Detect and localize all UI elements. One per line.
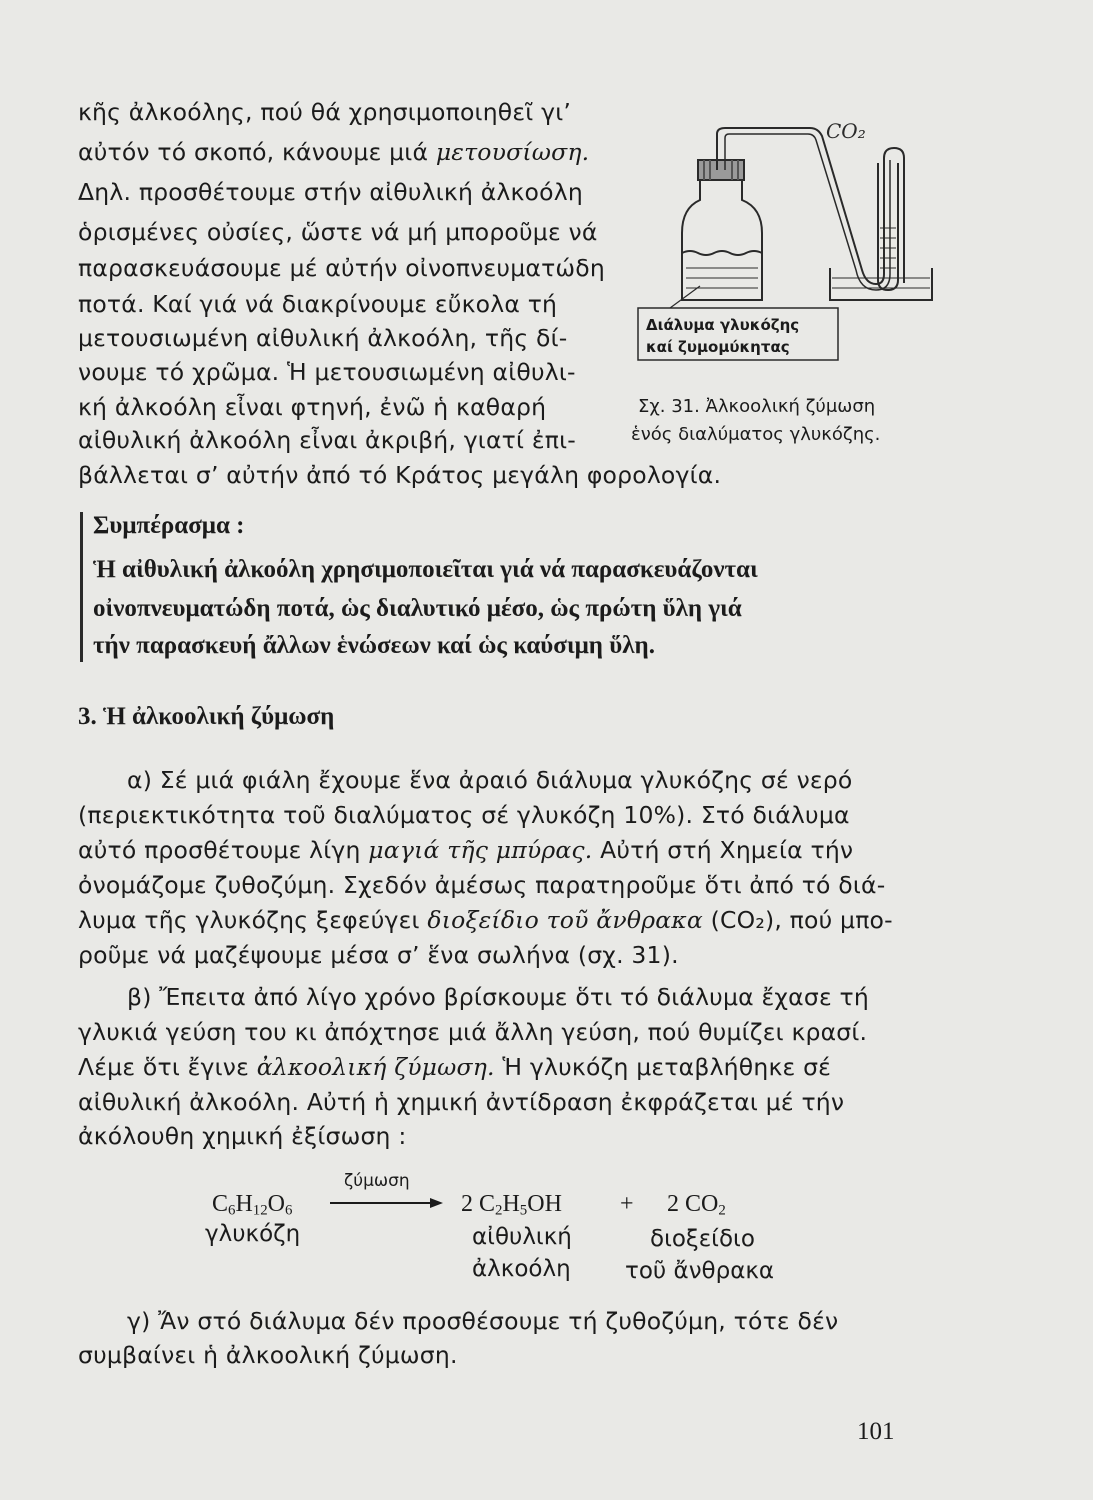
fermentation-apparatus-figure [630,108,940,368]
page-number: 101 [857,1418,895,1445]
intro-line-1: κῆς ἀλκοόλης, πού θά χρησιμοποιηθεῖ γι’ [78,98,572,126]
section-number: 3. [78,703,97,730]
equation-arrow-label: ζύμωση [344,1171,410,1191]
figure-caption-line-2: ἑνός διαλύματος γλυκόζης. [631,424,881,445]
co2-label: CO₂ [826,119,866,143]
figure-label-line-1: Διάλυμα γλυκόζης [646,316,800,334]
intro-line-11: βάλλεται σ’ αὐτήν ἀπό τό Κράτος μεγάλη φορολογία. [78,461,722,489]
water-trough [830,268,932,300]
equation-product-2-name-line-2: τοῦ ἄνθρακα [625,1258,775,1284]
intro-line-5: παρασκευάσουμε μέ αὐτήν οἰνοπνευματώδη [78,254,605,282]
intro-line-9: κή ἀλκοόλη εἶναι φτηνή, ἐνῶ ἡ καθαρή [78,393,547,421]
para-c-line-2: συμβαίνει ἡ ἀλκοολική ζύμωση. [78,1341,458,1369]
para-a-line-2: (περιεκτικότητα τοῦ διαλύματος σέ γλυκόζη 10%). Στό διάλυμα [78,801,850,829]
conclusion-title: Συμπέρασμα : [93,512,245,539]
para-b-line-4: αἰθυλική ἀλκοόλη. Αὐτή ἡ χημική ἀντίδραση ἐκφράζεται μέ τήν [78,1088,845,1116]
equation-plus: + [620,1191,634,1217]
equation-reactant-name: γλυκόζη [205,1221,301,1247]
conclusion-line-3: τήν παρασκευή ἄλλων ἑνώσεων καί ὡς καύσιμη ὕλη. [93,632,655,659]
section-title: Ἡ ἀλκοολική ζύμωση [103,703,335,730]
section-heading [78,703,334,731]
bottle-outline [682,173,762,300]
conclusion-line-2: οἰνοπνευματώδη ποτά, ὡς διαλυτικό μέσο, ὡς πρώτη ὕλη γιά [93,595,742,622]
equation-product-1: 2 $C_2H_5OH$ [461,1191,562,1219]
para-b-line-3 [78,1053,831,1081]
intro-line-2-text: αὐτόν τό σκοπό, κάνουμε μιά [78,138,436,166]
para-a-line-3 [78,836,853,864]
intro-line-10: αἰθυλική ἀλκοόλη εἶναι ἀκριβή, γιατί ἐπι- [78,426,576,454]
para-a-line-5-end: (CO₂), πού μπο- [702,906,893,934]
delivery-tube [717,128,904,284]
intro-line-4: ὁρισμένες οὐσίες, ὥστε νά μή μποροῦμε νά [78,218,598,246]
conclusion-box [80,512,983,662]
para-b-line-5: ἀκόλουθη χημική ἐξίσωση : [78,1122,407,1150]
para-a-line-6: ροῦμε νά μαζέψουμε μέσα σ’ ἕνα σωλήνα (σχ. 31). [78,941,679,969]
term-carbon-dioxide: διοξείδιο τοῦ ἄνθρακα [427,906,703,934]
intro-line-3: Δηλ. προσθέτουμε στήν αἰθυλική ἀλκοόλη [78,178,583,206]
para-a-line-3-start: αὐτό προσθέτουμε λίγη [78,836,369,864]
equation-product-2: 2 $CO_2$ [667,1191,726,1219]
para-a-line-5-start: λυμα τῆς γλυκόζης ξεφεύγει [78,906,428,934]
collecting-tube [878,163,898,290]
term-beer-yeast: μαγιά τῆς μπύρας. [368,836,593,864]
para-c-line-1: γ) Ἄν στό διάλυμα δέν προσθέσουμε τή ζυθοζύμη, τότε δέν [127,1307,839,1335]
reaction-arrow [330,1196,445,1210]
intro-line-2 [78,138,589,166]
para-a-line-1: α) Σέ μιά φιάλη ἔχουμε ἕνα ἀραιό διάλυμα γλυκόζης σέ νερό [127,766,853,794]
intro-line-6: ποτά. Καί γιά νά διακρίνουμε εὔκολα τή [78,290,558,318]
intro-line-8: νουμε τό χρῶμα. Ἡ μετουσιωμένη αἰθυλι- [78,358,576,386]
para-a-line-4: ὀνομάζομε ζυθοζύμη. Σχεδόν ἀμέσως παρατηροῦμε ὅτι ἀπό τό διά- [78,871,886,899]
equation-product-1-name-line-1: αἰθυλική [472,1224,572,1250]
equation-product-2-name-line-1: διοξείδιο [650,1226,755,1252]
term-metousiosi: μετουσίωση. [435,138,590,166]
para-a-line-3-end: Αὐτή στή Χημεία τήν [592,836,854,864]
equation-reactant: $C_6H_{12}O_6$ [212,1191,293,1219]
figure-label-line-2: καί ζυμομύκητας [646,338,790,356]
figure-caption-line-1: Σχ. 31. Ἀλκοολική ζύμωση [638,396,876,417]
conclusion-line-1: Ἡ αἰθυλική ἀλκοόλη χρησιμοποιεῖται γιά νά παρασκευάζονται [93,556,758,583]
term-alcoholic-fermentation: ἀλκοολική ζύμωση. [256,1053,495,1081]
para-b-line-2: γλυκιά γεύση του κι ἀπόχτησε μιά ἄλλη γεύση, πού θυμίζει κρασί. [78,1018,868,1046]
para-a-line-5 [78,906,893,934]
para-b-line-3-start: Λέμε ὅτι ἔγινε [78,1053,257,1081]
equation-product-1-name-line-2: ἀλκοόλη [472,1256,571,1282]
intro-line-7: μετουσιωμένη αἰθυλική ἀλκοόλη, τῆς δί- [78,324,568,352]
para-b-line-3-end: Ἡ γλυκόζη μεταβλήθηκε σέ [494,1053,832,1081]
liquid-surface [682,251,762,255]
para-b-line-1: β) Ἔπειτα ἀπό λίγο χρόνο βρίσκουμε ὅτι τό διάλυμα ἔχασε τή [127,983,869,1011]
